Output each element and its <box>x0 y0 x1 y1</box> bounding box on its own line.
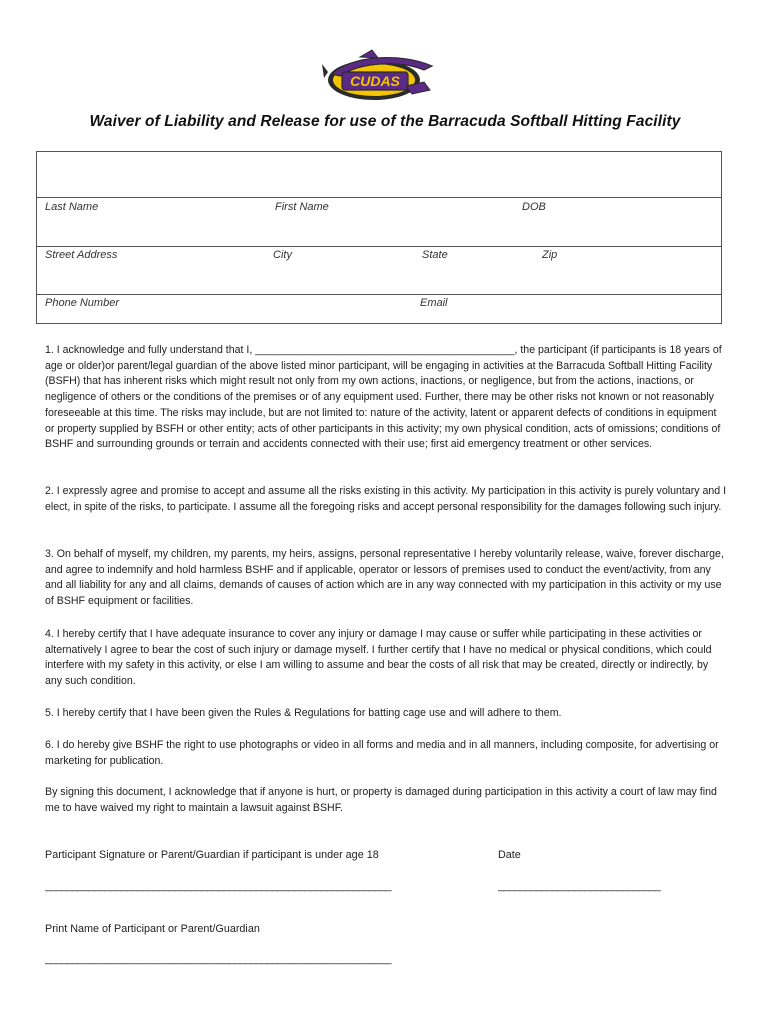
waiver-paragraph-6: 6. I do hereby give BSHF the right to use photographs or video in all forms and media and in all manners, including composite, for advertising or marketing for publication. <box>45 739 719 767</box>
waiver-paragraph-1: 1. I acknowledge and fully understand that I, ____________________________________________, the participant (if participants is 18 years of age or older)or parent/legal guardian of the above listed minor participant, will be engaging in activities at the Barracuda Softball Hitting Facility (BSFH) that has inherent risks which might result not only from my own actions, inactions, or negligence, but from the actions, inactions, or negligence of others or the conditions of the premises or of any equipment used. Further, there may be other risks not known or not reasonably foreseeable at this time. The risks may include, but are not limited to: nature of the activity, latent or apparent defects of conditions in equipment or property supplied by BSFH or other entity; acts of other participants in this activity; my own physical condition, acts of omissions; conditions of BSHF and surrounding grounds or terrain and accidents connected with their use; first aid emergency treatment or other services. <box>45 344 722 451</box>
table-divider <box>37 197 721 198</box>
city-field[interactable]: City <box>273 249 292 261</box>
page-title: Waiver of Liability and Release for use of the Barracuda Softball Hitting Facility <box>89 113 681 130</box>
acknowledgement-paragraph: By signing this document, I acknowledge that if anyone is hurt, or property is damaged during participation in this activity a court of law may find me to have waived my right to maintain a lawsuit against BSHF. <box>45 786 717 814</box>
waiver-paragraph-5: 5. I hereby certify that I have been given the Rules & Regulations for batting cage use and will adhere to them. <box>45 707 562 719</box>
table-divider <box>37 246 721 247</box>
print-name-line[interactable]: ________________________________________________________________ <box>45 953 391 965</box>
street-address-field[interactable]: Street Address <box>45 249 118 261</box>
date-line[interactable]: ______________________________ <box>498 880 661 892</box>
first-name-field[interactable]: First Name <box>275 201 329 213</box>
email-field[interactable]: Email <box>420 297 448 309</box>
logo-text: CUDAS <box>350 73 400 89</box>
zip-field[interactable]: Zip <box>542 249 558 261</box>
waiver-paragraph-3: 3. On behalf of myself, my children, my parents, my heirs, assigns, personal representative I hereby voluntarily release, waive, forever discharge, and agree to indemnify and hold harmless BSHF and if applicable, operator or lessors of premises used to conduct the event/activity, from any and all liability for any and all claims, demands of causes of action which are in any way connected with my participation in this activity or my use of BSHF equipment or facilities. <box>45 548 724 608</box>
dob-field[interactable]: DOB <box>522 201 546 213</box>
table-divider <box>37 294 721 295</box>
signature-line[interactable]: ________________________________________________________________ <box>45 880 391 892</box>
last-name-field[interactable]: Last Name <box>45 201 99 213</box>
participant-signature-label: Participant Signature or Parent/Guardian if participant is under age 18 <box>45 849 379 861</box>
barracuda-logo <box>320 48 440 106</box>
waiver-paragraph-4: 4. I hereby certify that I have adequate insurance to cover any injury or damage I may cause or suffer while participating in these activities or alternatively I agree to bear the cost of such injury or damage myself. I further certify that I have no medical or physical conditions, which could interfere with my safety in this activity, or else I am willing to assume and bear the costs of all risk that may be created, directly or indirectly, by any such condition. <box>45 628 712 688</box>
phone-number-field[interactable]: Phone Number <box>45 297 119 309</box>
print-name-label: Print Name of Participant or Parent/Guardian <box>45 923 260 935</box>
participant-info-table <box>36 151 722 324</box>
waiver-paragraph-2: 2. I expressly agree and promise to accept and assume all the risks existing in this activity. My participation in this activity is purely voluntary and I elect, in spite of the risks, to participate. I assume all the foregoing risks and accept personal responsibility for the damages following such injury. <box>45 485 727 513</box>
state-field[interactable]: State <box>422 249 448 261</box>
date-label: Date <box>498 849 521 861</box>
